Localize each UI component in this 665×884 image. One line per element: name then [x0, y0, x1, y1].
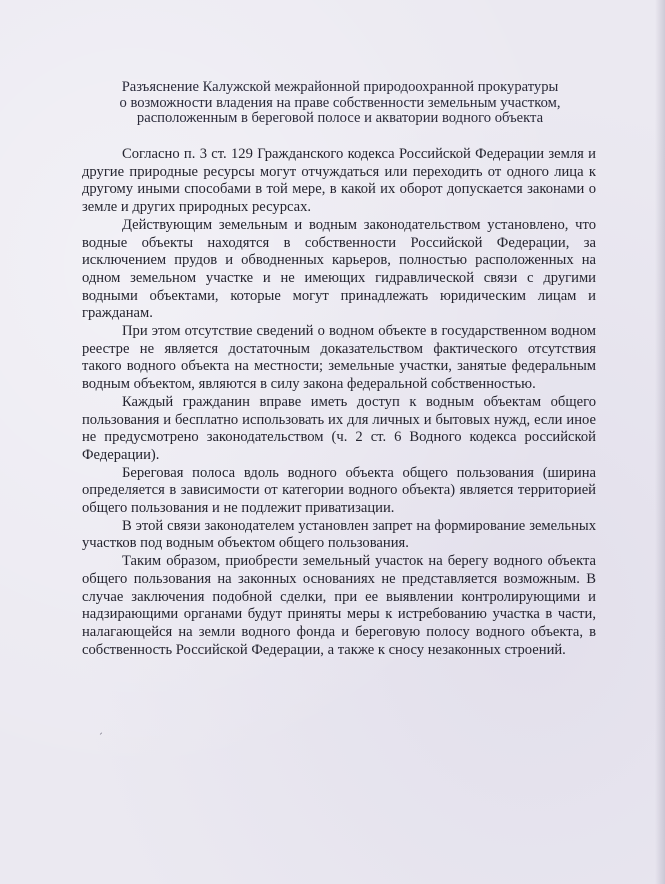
- paragraph-2: Действующим земельным и водным законодательством установлено, что водные объекты находятся в собственности Российской Федерации, за исключением прудов и обводненных карьеров, полностью расположенных на одном земельном участке и не имеющих гидравлической связи с другими водными объектами, которые могут принадлежать юридическим лицам и гражданам.: [82, 216, 596, 322]
- paragraph-3: При этом отсутствие сведений о водном объекте в государственном водном реестре не является достаточным доказательством фактического отсутствия такого водного объекта на местности; земельные участки, занятые федеральным водным объектом, являются в силу закона федеральной собственностью.: [82, 323, 596, 393]
- stray-ink-mark: ˏ: [98, 724, 103, 735]
- paragraph-7: Таким образом, приобрести земельный участок на берегу водного объекта общего пользования на законных основаниях не представляется возможным. В случае заключения подобной сделки, при ее выявлении контролирующими и надзирающими органами будут приняты меры к истребованию участка в части, налагающейся на земли водного фонда и береговую полосу водного объекта, в собственность Российской Федерации, а также к сносу незаконных строений.: [82, 553, 596, 658]
- document-title: [80, 80, 600, 127]
- paragraph-5: Береговая полоса вдоль водного объекта общего пользования (ширина определяется в зависимости от категории водного объекта) является территорией общего пользования и не подлежит приватизации.: [82, 464, 596, 517]
- title-line-3: расположенным в береговой полосе и акватории водного объекта: [136, 110, 544, 126]
- paragraph-6: В этой связи законодателем установлен запрет на формирование земельных участков под водным объектом общего пользования.: [82, 517, 596, 552]
- paragraph-4: Каждый гражданин вправе иметь доступ к водным объектам общего пользования и бесплатно использовать их для личных и бытовых нужд, если иное не предусмотрено законодательством (ч. 2 ст. 6 Водного кодекса российской Федерации).: [82, 393, 596, 463]
- paragraph-1: Согласно п. 3 ст. 129 Гражданского кодекса Российской Федерации земля и другие природные ресурсы могут отчуждаться или переходить от одного лица к другому иными способами в той мере, в какой их оборот допускается законами о земле и других природных ресурсах.: [82, 146, 596, 216]
- page-edge-shadow: [655, 0, 665, 884]
- title-line-2: о возможности владения на праве собственности земельным участком,: [119, 94, 561, 111]
- document-body: [82, 146, 596, 659]
- title-line-1: Разъяснение Калужской межрайонной природоохранной прокуратуры: [121, 79, 559, 95]
